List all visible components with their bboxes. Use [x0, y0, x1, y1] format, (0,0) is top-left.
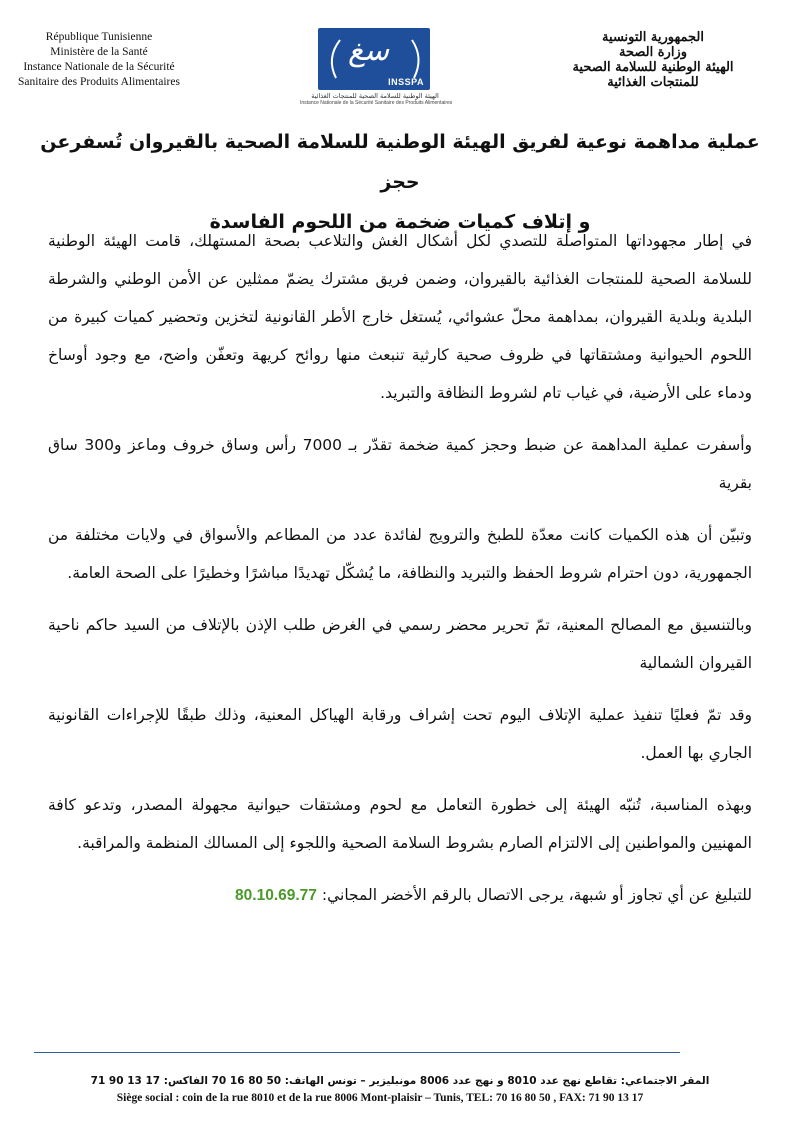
header-french-line-2: Ministère de la Santé — [50, 46, 148, 58]
contact-line — [48, 876, 752, 915]
footer-divider — [34, 1052, 680, 1053]
footer-address-arabic: المقر الاجتماعي: تقاطع نهج عدد 8010 و نهج عدد 8006 مونبليزير – تونس الهاتف: 50 80 16 70 الفاكس: 17 13 90 71 — [90, 1075, 710, 1087]
logo-caption-arabic: الهيئة الوطنية للسلامة الصحية للمنتجات الغذائية — [311, 92, 439, 100]
header-arabic-line-3: الهيئة الوطنية للسلامة الصحية — [572, 60, 734, 75]
paragraph-distribution: وتبيّن أن هذه الكميات كانت معدّة للطبخ والترويج لفائدة عدد من المطاعم والأسواق في ولايات مختلفة من الجمهورية، دون احترام شروط الحفظ والتبريد والنظافة، ما يُشكّل تهديدًا مباشرًا وخطيرًا على الصحة العامة. — [48, 526, 752, 582]
press-release-body — [48, 222, 752, 929]
header-arabic-institution — [568, 30, 738, 90]
title-line-2: و إتلاف كميات ضخمة من اللحوم الفاسدة — [209, 211, 591, 233]
header-french-line-4: Sanitaire des Produits Alimentaires — [18, 76, 180, 88]
contact-text: للتبليغ عن أي تجاوز أو شبهة، يرجى الاتصال بالرقم الأخضر المجاني: — [321, 886, 752, 904]
header-french-line-1: République Tunisienne — [45, 31, 153, 43]
title-line-1: عملية مداهمة نوعية لفريق الهيئة الوطنية للسلامة الصحية بالقيروان تُسفرعن حجز — [40, 131, 760, 193]
paragraph-report: وبالتنسيق مع المصالح المعنية، تمّ تحرير محضر رسمي في الغرض طلب الإذن بالإتلاف من السيد حاكم ناحية القيروان الشمالية — [48, 616, 752, 672]
header-french-line-3: Instance Nationale de la Sécurité — [23, 61, 175, 73]
header-french-institution — [14, 30, 184, 90]
paragraph-seizure: وأسفرت عملية المداهمة عن ضبط وحجز كمية ضخمة تقدّر بـ 7000 رأس وساق خروف وماعز و300 ساق بقرية — [48, 436, 752, 492]
logo-mark: سغ — [348, 33, 390, 68]
paragraph-destruction: وقد تمّ فعليًا تنفيذ عملية الإتلاف اليوم تحت إشراف ورقابة الهياكل المعنية، وذلك طبقًا للإجراءات القانونية الجاري بها العمل. — [48, 706, 752, 762]
paragraph-warning: وبهذه المناسبة، تُنبّه الهيئة إلى خطورة التعامل مع لحوم ومشتقات حيوانية مجهولة المصدر، وتدعو كافة المهنيين والمواطنين إلى الالتزام الصارم بشروط السلامة الصحية واللجوء إلى المسالك المنظمة والمراقبة. — [48, 796, 752, 852]
hotline-number[interactable]: 80.10.69.77 — [235, 887, 317, 904]
logo-acronym: INSSPA — [388, 77, 424, 87]
logo-caption-french: Instance Nationale de la Sécurité Sanitaire des Produits Alimentaires — [300, 100, 453, 106]
header-arabic-line-1: الجمهورية التونسية — [602, 30, 704, 45]
footer-address-french: Siège social : coin de la rue 8010 et de la rue 8006 Mont-plaisir – Tunis, TEL: 70 16 80 50 , FAX: 71 90 13 17 — [116, 1092, 644, 1104]
paragraph-raid-intro: في إطار مجهوداتها المتواصلة للتصدي لكل أشكال الغش والتلاعب بصحة المستهلك، قامت الهيئة الوطنية للسلامة الصحية للمنتجات الغذائية بالقيروان، وضمن فريق مشترك يضمّ ممثلين عن الأمن الوطني والشرطة البلدية وبلدية القيروان، بمداهمة محلّ عشوائي، يُستغل خارج الأطر القانونية لتخزين وتحضير كميات كبيرة من اللحوم الحيوانية ومشتقاتها في ظروف صحية كارثية تنبعث منها روائح كريهة وتعفّن واضح، مع وجود أوساخ ودماء على الأرضية، في غياب تام لشروط النظافة والتبريد. — [48, 232, 752, 402]
header-arabic-line-4: للمنتجات الغذائية — [607, 75, 699, 90]
insspa-logo — [318, 28, 430, 90]
header-arabic-line-2: وزارة الصحة — [619, 45, 687, 60]
